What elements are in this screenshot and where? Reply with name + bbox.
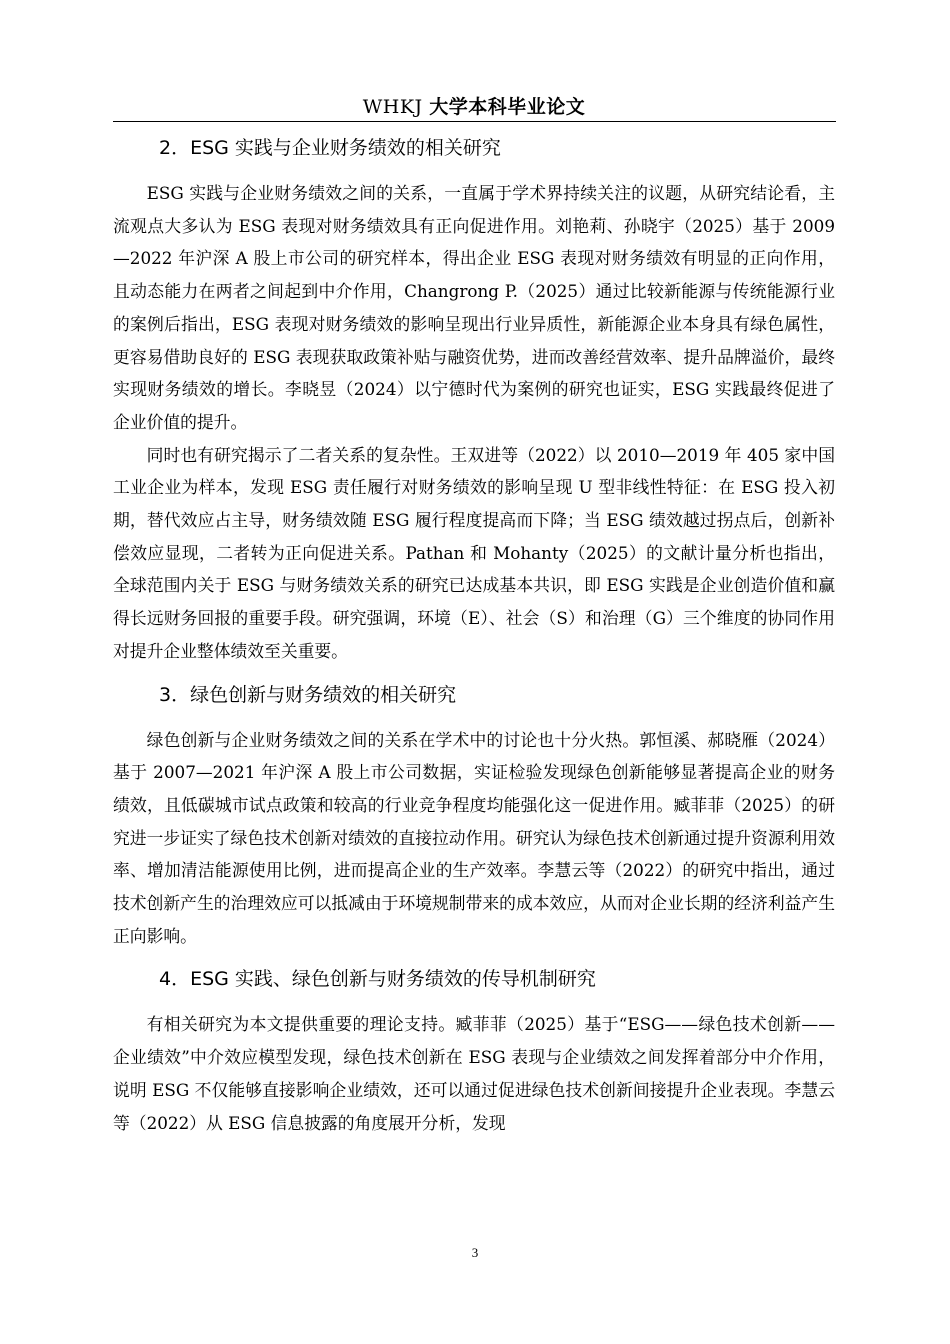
section-heading-4: 4．ESG 实践、绿色创新与财务绩效的传导机制研究: [159, 968, 596, 991]
paragraph: 有相关研究为本文提供重要的理论支持。臧菲菲（2025）基于“ESG——绿色技术创新——企业绩效”中介效应模型发现，绿色技术创新在 ESG 表现与企业绩效之间发挥着部分中介作用，说明 ESG 不仅能够直接影响企业绩效，还可以通过促进绿色技术创新间接提升企业表现。李慧云等（2022）从 ESG 信息披露的角度展开分析，发现: [113, 1014, 835, 1133]
paragraph: ESG 实践与企业财务绩效之间的关系，一直属于学术界持续关注的议题，从研究结论看，主流观点大多认为 ESG 表现对财务绩效具有正向促进作用。刘艳莉、孙晓宇（2025）基于 2009—2022 年沪深 A 股上市公司的研究样本，得出企业 ESG 表现对财务绩效有明显的正向作用，且动态能力在两者之间起到中介作用，Changrong P.（2025）通过比较新能源与传统能源行业的案例后指出，ESG 表现对财务绩效的影响呈现出行业异质性，新能源企业本身具有绿色属性，更容易借助良好的 ESG 表现获取政策补贴与融资优势，进而改善经营效率、提升品牌溢价，最终实现财务绩效的增长。李晓昱（2024）以宁德时代为案例的研究也证实，ESG 实践最终促进了企业价值的提升。: [113, 183, 835, 432]
header-prefix: WHKJ: [362, 96, 423, 118]
header-title: 大学本科毕业论文: [429, 96, 586, 118]
paragraph: 同时也有研究揭示了二者关系的复杂性。王双进等（2022）以 2010—2019 年 405 家中国工业企业为样本，发现 ESG 责任履行对财务绩效的影响呈现 U 型非线性特征：在 ESG 投入初期，替代效应占主导，财务绩效随 ESG 履行程度提高而下降；当 ESG 绩效越过拐点后，创新补偿效应显现，二者转为正向促进关系。Pathan 和 Mohanty（2025）的文献计量分析也指出，全球范围内关于 ESG 与财务绩效关系的研究已达成基本共识，即 ESG 实践是企业创造价值和赢得长远财务回报的重要手段。研究强调，环境（E）、社会（S）和治理（G）三个维度的协同作用对提升企业整体绩效至关重要。: [113, 444, 835, 661]
header-rule: [113, 121, 836, 122]
section-heading-3: 3．绿色创新与财务绩效的相关研究: [159, 683, 457, 706]
page-body: [113, 133, 835, 1139]
page-number: 3: [471, 1245, 479, 1260]
paragraph: 绿色创新与企业财务绩效之间的关系在学术中的讨论也十分火热。郭恒溪、郝晓雁（2024）基于 2007—2021 年沪深 A 股上市公司数据，实证检验发现绿色创新能够显著提高企业的财务绩效，且低碳城市试点政策和较高的行业竞争程度均能强化这一促进作用。臧菲菲（2025）的研究进一步证实了绿色技术创新对绩效的直接拉动作用。研究认为绿色技术创新通过提升资源利用效率、增加清洁能源使用比例，进而提高企业的生产效率。李慧云等（2022）的研究中指出，通过技术创新产生的治理效应可以抵减由于环境规制带来的成本效应，从而对企业长期的经济利益产生正向影响。: [113, 729, 835, 946]
section-heading-2: 2．ESG 实践与企业财务绩效的相关研究: [159, 137, 501, 159]
running-header: [113, 92, 835, 120]
